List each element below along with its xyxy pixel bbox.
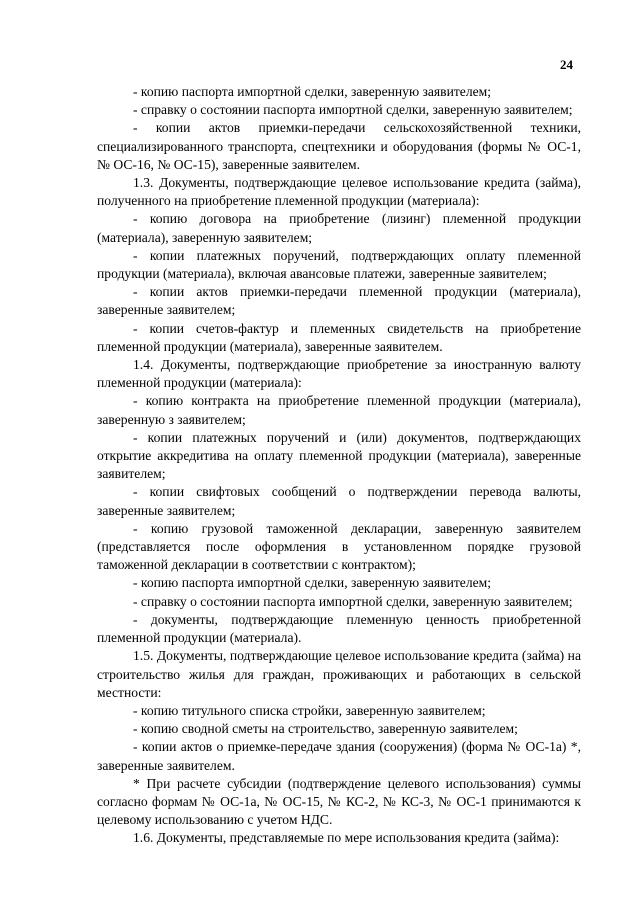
list-item: - копию договора на приобретение (лизинг) племенной продукции (материала), заверенную заявителем; (97, 211, 581, 245)
list-item: - копию грузовой таможенной декларации, заверенную заявителем (представляется после оформления в установленном порядке грузовой таможенной декларации в соответствии с контрактом); (97, 520, 581, 573)
list-item: - копии свифтовых сообщений о подтверждении перевода валюты, заверенные заявителем; (97, 484, 581, 518)
section-heading: 1.4. Документы, подтверждающие приобретение за иностранную валюту племенной продукции (материала): (97, 357, 581, 391)
list-item: - копию титульного списка стройки, заверенную заявителем; (133, 702, 486, 718)
list-item: - копии актов приемки-передачи племенной продукции (материала), заверенные заявителем; (97, 284, 581, 318)
footnote: * При расчете субсидии (подтверждение целевого использования) суммы согласно формам № ОС-1а, № ОС-15, № КС-2, № КС-3, № ОС-1 принимаются к целевому использованию с учетом НДС. (97, 775, 581, 828)
section-heading: 1.6. Документы, представляемые по мере использования кредита (займа): (133, 830, 560, 846)
list-item: - копию паспорта импортной сделки, заверенную заявителем; (133, 575, 492, 591)
list-item: - копии платежных поручений, подтверждающих оплату племенной продукции (материала), включая авансовые платежи, заверенные заявителем; (97, 247, 581, 282)
section-heading: 1.3. Документы, подтверждающие целевое использование кредита (займа), полученного на приобретение племенной продукции (материала): (97, 175, 581, 209)
list-item: - копию сводной сметы на строительство, заверенную заявителем; (133, 721, 518, 737)
list-item: - копии актов о приемке-передаче здания (сооружения) (форма № ОС-1а) *, заверенные заявителем. (97, 739, 581, 773)
document-body (97, 83, 581, 848)
list-item: - справку о состоянии паспорта импортной сделки, заверенную заявителем; (133, 593, 573, 609)
list-item: - копии актов приемки-передачи сельскохозяйственной техники, специализированного транспорта, спецтехники и оборудования (формы № ОС-1, № ОС-16, № ОС-15), заверенные заявителем. (97, 120, 581, 172)
list-item: - документы, подтверждающие племенную ценность приобретенной племенной продукции (материала). (97, 611, 581, 646)
list-item: - копии платежных поручений и (или) документов, подтверждающих открытие аккредитива на оплату племенной продукции (материала), заверенные заявителем; (97, 429, 581, 482)
list-item: - копии счетов-фактур и племенных свидетельств на приобретение племенной продукции (материала), заверенные заявителем. (97, 320, 581, 354)
list-item: - копию паспорта импортной сделки, заверенную заявителем; (133, 84, 492, 99)
list-item: - копию контракта на приобретение племенной продукции (материала), заверенную з заявителем; (97, 393, 581, 427)
page-number: 24 (560, 57, 573, 72)
list-item: - справку о состоянии паспорта импортной сделки, заверенную заявителем; (133, 102, 573, 118)
section-heading: 1.5. Документы, подтверждающие целевое использование кредита (займа) на строительство жилья для граждан, проживающих и работающих в сельской местности: (97, 648, 581, 700)
